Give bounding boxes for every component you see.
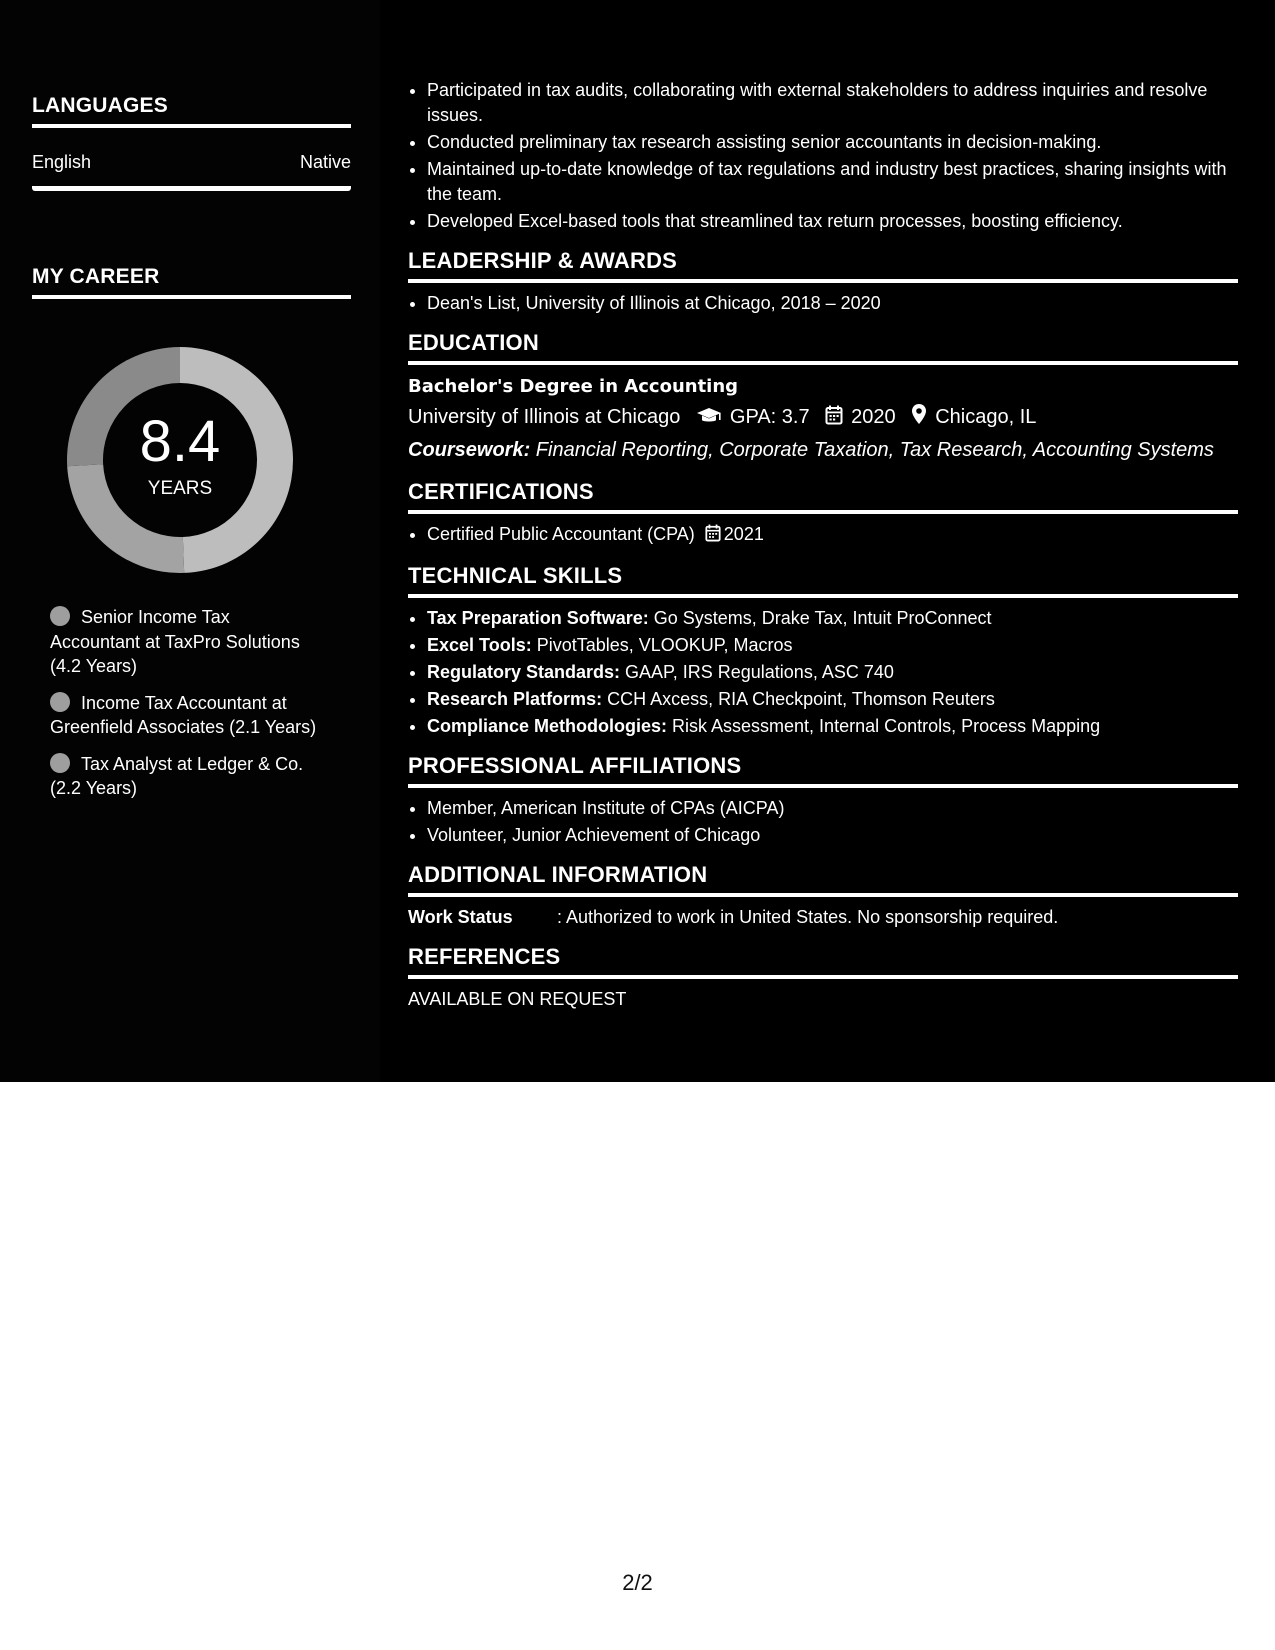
language-item-english	[32, 152, 351, 191]
skill-value: Go Systems, Drake Tax, Intuit ProConnect	[648, 608, 992, 628]
career-role-item	[50, 691, 320, 740]
career-heading: MY CAREER	[32, 265, 351, 299]
experience-bullet: • Maintained up-to-date knowledge of tax regulations and industry best practices, sharing insights with the team.	[427, 157, 1238, 207]
coursework-list: Financial Reporting, Corporate Taxation, Tax Research, Accounting Systems	[530, 439, 1214, 461]
main-content	[408, 78, 1238, 1012]
language-level: Native	[299, 152, 351, 172]
skill-item	[427, 606, 1238, 631]
career-donut-chart	[60, 340, 300, 580]
work-status-label: Work Status	[408, 907, 513, 927]
legend-dot-icon	[50, 753, 70, 773]
education-year: 2020	[851, 406, 896, 428]
education-gpa: GPA: 3.7	[729, 406, 810, 428]
certification-year: 2021	[723, 524, 764, 544]
leadership-item: • Dean's List, University of Illinois at Chicago, 2018 – 2020	[427, 291, 1238, 316]
skill-label: Regulatory Standards:	[427, 662, 621, 682]
career-legend	[50, 605, 320, 813]
legend-dot-icon	[50, 692, 70, 712]
affiliations-heading: PROFESSIONAL AFFILIATIONS	[408, 753, 1238, 788]
experience-bullet: • Developed Excel-based tools that streamlined tax return processes, boosting efficiency.	[427, 209, 1238, 234]
calendar-icon	[825, 403, 843, 435]
skill-label: Compliance Methodologies:	[427, 716, 668, 736]
career-total-unit: YEARS	[147, 478, 213, 499]
work-status-row	[408, 905, 1238, 930]
skill-value: GAAP, IRS Regulations, ASC 740	[620, 662, 894, 682]
certification-item	[427, 522, 1238, 549]
references-text: AVAILABLE ON REQUEST	[408, 989, 627, 1009]
leadership-list	[408, 291, 1238, 316]
work-status-value: : Authorized to work in United States. No sponsorship required.	[557, 907, 1059, 927]
languages-heading: LANGUAGES	[32, 94, 351, 128]
legend-dot-icon	[50, 606, 70, 626]
skill-value: CCH Axcess, RIA Checkpoint, Thomson Reuters	[602, 689, 995, 709]
language-name: English	[32, 152, 92, 172]
career-role-label: Income Tax Accountant at Greenfield Associates (2.1 Years)	[50, 692, 317, 737]
career-role-item	[50, 605, 320, 679]
skill-value: Risk Assessment, Internal Controls, Process Mapping	[667, 716, 1101, 736]
experience-bullet: • Conducted preliminary tax research assisting senior accountants in decision-making.	[427, 130, 1238, 155]
career-role-label: Tax Analyst at Ledger & Co. (2.2 Years)	[50, 753, 304, 798]
graduation-cap-icon	[696, 403, 722, 435]
calendar-icon	[705, 524, 721, 549]
education-school: University of Illinois at Chicago	[408, 406, 681, 428]
education-heading: EDUCATION	[408, 330, 1238, 365]
affiliation-item: • Volunteer, Junior Achievement of Chicago	[427, 823, 1238, 848]
certifications-list	[408, 522, 1238, 549]
affiliation-item: • Member, American Institute of CPAs (AICPA)	[427, 796, 1238, 821]
location-pin-icon	[911, 403, 927, 435]
affiliations-list	[408, 796, 1238, 848]
skills-list	[408, 606, 1238, 739]
career-role-label: Senior Income Tax Accountant at TaxPro Solutions (4.2 Years)	[50, 607, 300, 676]
certification-name: Certified Public Accountant (CPA)	[427, 524, 695, 544]
education-location: Chicago, IL	[935, 406, 1037, 428]
education-meta	[408, 401, 1238, 435]
skill-item	[427, 633, 1238, 658]
education-degree: Bachelor's Degree in Accounting	[408, 376, 739, 397]
sidebar	[0, 0, 380, 1082]
experience-bullets	[408, 78, 1238, 234]
page-number: 2/2	[622, 1570, 653, 1595]
skill-label: Excel Tools:	[427, 635, 532, 655]
skill-item	[427, 714, 1238, 739]
skill-item	[427, 660, 1238, 685]
experience-bullet: • Participated in tax audits, collaborating with external stakeholders to address inquiries and resolve issues.	[427, 78, 1238, 128]
references-heading: REFERENCES	[408, 944, 1238, 979]
additional-info-heading: ADDITIONAL INFORMATION	[408, 862, 1238, 897]
skills-heading: TECHNICAL SKILLS	[408, 563, 1238, 598]
leadership-heading: LEADERSHIP & AWARDS	[408, 248, 1238, 283]
certifications-heading: CERTIFICATIONS	[408, 479, 1238, 514]
skill-label: Research Platforms:	[427, 689, 603, 709]
coursework-label: Coursework:	[408, 439, 531, 461]
skill-value: PivotTables, VLOOKUP, Macros	[531, 635, 793, 655]
career-total-years: 8.4	[139, 409, 221, 474]
education-coursework	[408, 435, 1238, 465]
skill-item	[427, 687, 1238, 712]
career-role-item	[50, 752, 320, 801]
skill-label: Tax Preparation Software:	[427, 608, 649, 628]
